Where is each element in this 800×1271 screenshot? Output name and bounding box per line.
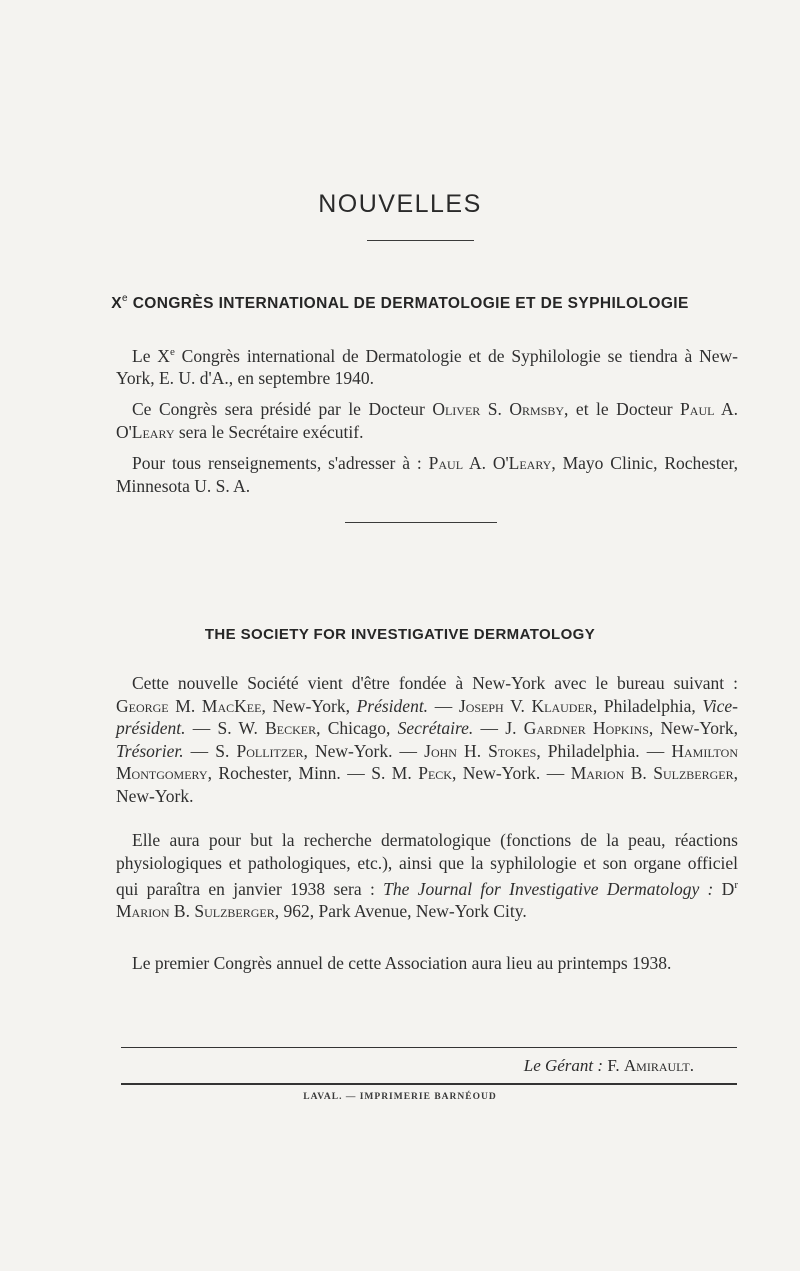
person-name: Marion B. Sulzberger <box>116 901 275 922</box>
role: Président. <box>356 695 429 716</box>
section1-paragraph-2 <box>116 398 738 443</box>
person-name: Paul A. O'Leary <box>116 399 738 442</box>
person-name: Joseph V. Klauder <box>458 695 593 716</box>
person-name: Hamilton Montgomery <box>116 740 739 783</box>
gerant-name: Amirault. <box>623 1056 694 1075</box>
person-name: Gardner Hopkins <box>523 718 649 738</box>
person-name: George M. MacKee <box>116 695 262 716</box>
text: Elle aura pour but la recherche dermatologique (fonctions de la peau, réactions physiologiques et pathologiques, etc.), ainsi que la syphilologie et son organe officiel qui paraîtra en janvier 1938 sera : <box>116 830 738 899</box>
section1-heading <box>0 294 800 313</box>
superscript: e <box>169 346 175 358</box>
text: , Philadelphia, <box>592 695 703 716</box>
text: — S. <box>183 740 237 761</box>
text: , Philadelphia. — <box>536 740 672 761</box>
section2-paragraph-2 <box>116 829 738 923</box>
gerant-label: Le Gérant : <box>523 1056 604 1075</box>
heading-superscript: e <box>122 293 128 304</box>
gerant-signature <box>524 1056 694 1076</box>
role: Vice-président. <box>116 695 739 738</box>
section-divider <box>345 522 497 523</box>
title-divider <box>367 240 474 241</box>
person-name: Peck <box>418 763 452 783</box>
section1-paragraph-1 <box>116 341 738 390</box>
text: D <box>713 878 735 899</box>
text: Le X <box>132 345 170 366</box>
text: , Chicago, <box>316 718 398 738</box>
role: Trésorier. <box>116 740 184 761</box>
text: Pour tous renseignements, s'adresser à : <box>132 453 429 473</box>
text: , New-York. <box>116 763 738 806</box>
role: Secrétaire. <box>397 718 474 738</box>
section2-heading: THE SOCIETY FOR INVESTIGATIVE DERMATOLOGY <box>204 626 596 643</box>
superscript: r <box>734 879 738 891</box>
text: , New-York. — <box>303 740 425 761</box>
person-name: Marion B. Sulzberger <box>570 763 734 783</box>
footer-rule-top <box>121 1047 737 1048</box>
section2-paragraph-1 <box>116 672 738 807</box>
section1-paragraph-3 <box>116 452 738 497</box>
person-name: John H. Stokes <box>424 740 537 761</box>
text: — S. W. <box>185 718 266 738</box>
text: — J. <box>473 718 524 738</box>
paragraph-text: Le premier Congrès annuel de cette Association aura lieu au printemps 1938. <box>132 953 672 973</box>
person-name: Oliver S. Ormsby <box>432 399 565 419</box>
text: , New-York. — <box>451 763 571 783</box>
person-name: Becker <box>265 718 317 738</box>
footer-rule-bottom <box>121 1083 737 1085</box>
text: , et le Docteur <box>564 399 681 419</box>
heading-text: CONGRÈS INTERNATIONAL DE DERMATOLOGIE ET DE SYPHILOLOGIE <box>127 295 689 313</box>
section2-paragraph-3 <box>116 952 738 975</box>
text: Ce Congrès sera présidé par le Docteur <box>132 399 433 419</box>
text: , Rochester, Minn. — S. M. <box>207 763 419 783</box>
heading-text: X <box>111 295 123 313</box>
text: Cette nouvelle Société vient d'être fondée à New-York avec le bureau suivant : <box>132 673 738 693</box>
text: — <box>428 695 459 716</box>
text: sera le Secrétaire exécutif. <box>174 421 364 442</box>
page-title: NOUVELLES <box>318 190 482 218</box>
text: , New-York, <box>261 695 357 716</box>
text: , New-York, <box>648 718 738 738</box>
printer-imprint: LAVAL. — IMPRIMERIE BARNÉOUD <box>303 1092 497 1102</box>
text: , Mayo Clinic, Rochester, Minnesota U. S. A. <box>116 453 738 496</box>
person-name: Pollitzer <box>236 740 304 761</box>
person-name: Paul A. O'Leary <box>428 453 552 473</box>
gerant-initial: F. <box>607 1056 624 1075</box>
journal-title: The Journal for Investigative Dermatology : <box>383 878 714 899</box>
text: , 962, Park Avenue, New-York City. <box>274 901 527 922</box>
text: Congrès international de Dermatologie et de Syphilologie se tiendra à New-York, E. U. d'A., en septembre 1940. <box>116 345 738 389</box>
